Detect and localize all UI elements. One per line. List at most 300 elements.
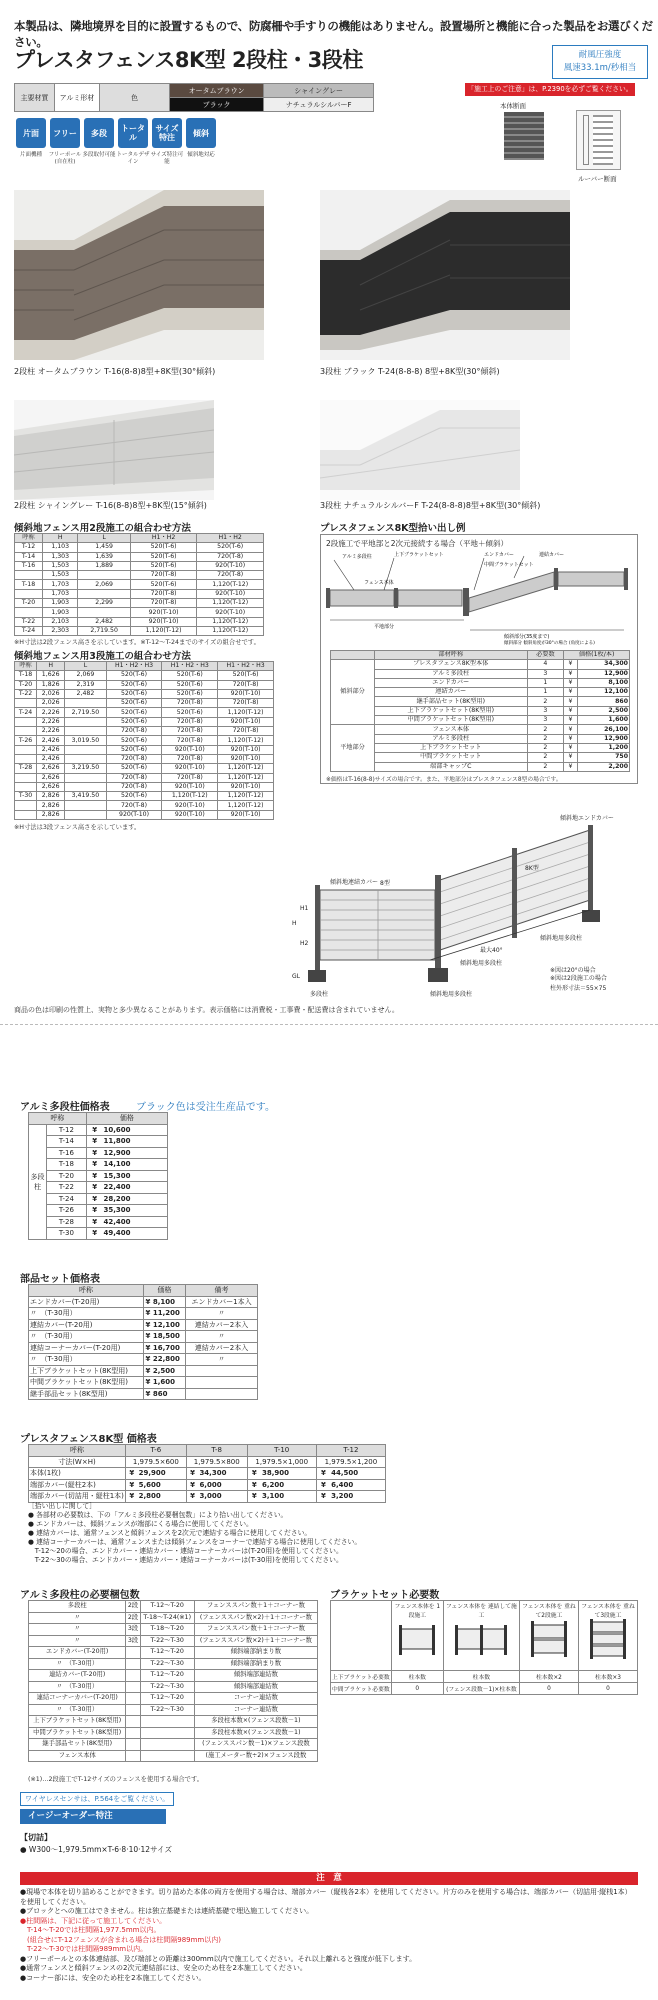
col-header: 呼称 <box>15 534 43 543</box>
table-row <box>15 543 264 552</box>
yen-cell: ¥ <box>316 1479 330 1491</box>
table-cell: 端部カバー(縦柱2本) <box>29 1479 126 1491</box>
table-row <box>15 736 274 745</box>
table-row <box>15 801 274 810</box>
table-cell <box>15 773 37 782</box>
price-cell: 6,400 <box>330 1479 385 1491</box>
table-cell: 920(T-10) <box>162 745 218 754</box>
table-cell: T-16 <box>47 1147 87 1159</box>
table-row <box>15 764 274 773</box>
three-stage-icon <box>588 1619 628 1659</box>
table-cell: 2,026 <box>37 699 65 708</box>
diagram-label: 傾斜地エンドカバー <box>560 815 614 822</box>
caution-line: T-14～T-20では柱間隔1,977.5mm以内。 <box>20 1926 161 1934</box>
table-cell: (フェンススパン数×2)＋1＋コーナー数 <box>194 1612 317 1624</box>
bracket-cell: 柱本数×2 <box>519 1671 578 1683</box>
table-cell: 520(T-6) <box>162 689 218 698</box>
table-cell: コーナー連結数 <box>194 1704 317 1716</box>
price-cell: 3,000 <box>198 1491 247 1503</box>
col-header: L <box>65 662 106 671</box>
note-line: ● 連結カバーは、通常フェンスと傾斜フェンスを2次元で連結する場合に使用してください。 <box>28 1529 312 1537</box>
remark-cell: 連結カバー2本入 <box>185 1342 257 1354</box>
table-cell <box>15 727 37 736</box>
table-cell: 2,482 <box>65 689 106 698</box>
table-row <box>29 1681 318 1693</box>
table-cell: 上下ブラケットセット(8K型用) <box>29 1365 144 1377</box>
diagram-label: 8K型 <box>525 865 539 872</box>
table-cell: 520(T-6) <box>130 580 197 589</box>
table-row <box>29 1147 168 1159</box>
top-notice: 本製品は、隣地境界を目的に設置するもので、防腐柵や手すりの機能はありません。設置場所と機能に合った製品をお選びください。 <box>14 19 653 49</box>
col-header: H1・H2 <box>197 534 264 543</box>
yen-cell: ¥ <box>564 734 577 743</box>
table-row <box>29 1739 318 1751</box>
size-label: 寸法(W×H) <box>29 1456 126 1468</box>
table-cell: 3段 <box>126 1635 140 1647</box>
table-cell <box>78 571 130 580</box>
bracket-header: フェンス本体を 1段施工 <box>394 1604 441 1619</box>
diagram-label: 傾斜地連結カバー <box>330 879 379 886</box>
table-row <box>29 1658 318 1670</box>
price-cell: 16,700 <box>152 1342 186 1354</box>
required-table <box>28 1600 318 1762</box>
color-shine-gray: シャイングレー <box>264 84 374 98</box>
price-cell: 2,500 <box>152 1365 186 1377</box>
connected-icon <box>453 1619 509 1659</box>
table-cell: 2,303 <box>42 626 77 635</box>
table-cell <box>15 571 43 580</box>
table-row <box>29 1612 318 1624</box>
table-cell: T-20 <box>47 1170 87 1182</box>
combo2-table <box>14 533 264 636</box>
yen-cell: ¥ <box>145 1355 151 1364</box>
post-price-sub: ブラック色は受注生産品です。 <box>136 1102 275 1113</box>
table-cell <box>15 589 43 598</box>
diagram-label: 傾斜部分 傾斜角度が30°の場合 (角度による) <box>504 641 595 645</box>
page-title: プレスタフェンス8K型 2段柱・3段柱 <box>14 48 363 72</box>
table-cell: 1,703 <box>42 580 77 589</box>
parts-price-table <box>28 1284 258 1400</box>
note-line: ● エンドカバーは、傾斜フェンスが端部にくる場合に使用してください。 <box>28 1520 253 1528</box>
price-cell: 12,900 <box>577 669 629 678</box>
table-cell: 520(T-6) <box>106 717 162 726</box>
price-cell: 44,500 <box>330 1468 385 1480</box>
table-cell: T-12～T-20 <box>140 1647 194 1659</box>
feature-label: 多段取付可能 <box>82 152 116 158</box>
col-header: T-10 <box>247 1445 316 1457</box>
fence-price-title: プレスタフェンス8K型 価格表 <box>20 1434 157 1445</box>
table-cell: 920(T-10) <box>162 801 218 810</box>
size-cell: 1,979.5×800 <box>186 1456 247 1468</box>
yen-cell: ¥ <box>564 697 577 706</box>
photo-caption: 2段柱 オータムブラウン T-16(8-8)8型+8K型(30°傾斜) <box>14 367 216 376</box>
yen-cell: ¥ <box>145 1366 151 1375</box>
table-cell: 中間ブラケットセット(8K型用) <box>375 716 528 725</box>
table-cell: 〃 （T-30用） <box>29 1704 126 1716</box>
order-sub: 【切詰】 <box>20 1833 52 1842</box>
table-cell: T-12～T-20 <box>140 1670 194 1682</box>
diagram-label: フェンス本体 <box>364 580 394 586</box>
table-cell <box>65 773 106 782</box>
table-cell: 〃 <box>29 1624 126 1636</box>
table-cell: 1,120(T-12) <box>218 792 274 801</box>
table-row <box>29 1491 386 1503</box>
table-row <box>15 699 274 708</box>
table-cell: 連結コーナーカバー(T-20用) <box>29 1342 144 1354</box>
price-cell: 11,200 <box>152 1308 186 1320</box>
price-cell: 35,300 <box>103 1205 168 1217</box>
table-row <box>29 1331 258 1343</box>
table-row <box>29 1228 168 1240</box>
yen-cell: ¥ <box>145 1378 151 1387</box>
table-row <box>331 678 630 687</box>
table-cell: 〃 <box>29 1612 126 1624</box>
table-cell: 中間ブラケットセット <box>375 753 528 762</box>
table-row <box>29 1354 258 1366</box>
remark-cell: 〃 <box>185 1354 257 1366</box>
bracket-col <box>443 1601 519 1671</box>
yen-cell: ¥ <box>86 1159 102 1171</box>
diagram-label: 連結カバー <box>539 552 565 558</box>
photo-caption: 3段柱 ブラック T-24(8-8-8) 8型+8K型(30°傾斜) <box>320 367 500 376</box>
color-natural-silver: ナチュラルシルバーF <box>264 98 374 112</box>
table-cell: 720(T-8) <box>162 727 218 736</box>
table-cell: T-18 <box>47 1159 87 1171</box>
table-cell: 多段柱本数×(フェンス段数－1) <box>194 1727 317 1739</box>
table-row <box>331 669 630 678</box>
table-cell: 3,019.50 <box>65 736 106 745</box>
table-cell <box>140 1750 194 1762</box>
table-cell: 3 <box>527 706 564 715</box>
col-header: H1・H2・H3 <box>162 662 218 671</box>
fence-price-table <box>28 1444 386 1503</box>
table-cell: 3,419.50 <box>65 792 106 801</box>
table-cell: T-22 <box>15 689 37 698</box>
table-row <box>29 1704 318 1716</box>
table-cell: 920(T-10) <box>218 754 274 763</box>
remark-cell <box>185 1365 257 1377</box>
pickup-title: プレスタフェンス8K型拾い出し例 <box>320 523 466 534</box>
table-cell: 中間ブラケットセット(8K型用) <box>29 1727 126 1739</box>
table-cell <box>126 1716 140 1728</box>
size-cell: 1,979.5×1,200 <box>316 1456 385 1468</box>
table-cell: (施工メーター数÷2)×フェンス段数 <box>194 1750 317 1762</box>
table-row <box>15 708 274 717</box>
table-cell: 端部キャップC <box>375 762 528 771</box>
table-cell: 1,903 <box>42 599 77 608</box>
yen-cell: ¥ <box>86 1124 102 1136</box>
table-cell: 720(T-8) <box>218 727 274 736</box>
table-row <box>29 1319 258 1331</box>
table-cell: 〃 （T-30用） <box>29 1354 144 1366</box>
price-cell: 12,100 <box>577 688 629 697</box>
table-cell: 上下ブラケットセット(8K型用) <box>29 1716 126 1728</box>
table-cell <box>15 608 43 617</box>
col-header: 部材呼称 <box>375 651 528 660</box>
table-row <box>15 745 274 754</box>
col-header: 呼称 <box>29 1445 126 1457</box>
diagram-label: 上下ブラケットセット <box>394 552 444 558</box>
table-row <box>15 680 274 689</box>
wind-badge <box>552 45 648 79</box>
table-cell: 520(T-6) <box>130 543 197 552</box>
photo-black <box>320 190 570 360</box>
table-cell: T-24 <box>15 626 43 635</box>
table-cell: 2,482 <box>78 617 130 626</box>
table-cell: 1,120(T-12) <box>218 708 274 717</box>
col-header: 備考 <box>185 1285 257 1297</box>
col-header: H1・H2・H3 <box>218 662 274 671</box>
price-cell: 2,500 <box>577 706 629 715</box>
table-cell: プレスタフェンス8K型本体 <box>375 660 528 669</box>
disclaimer: 商品の色は印刷の性質上、実物と多少異なることがあります。表示価格には消費税・工事費・配送費は含まれていません。 <box>14 1006 399 1014</box>
yen-cell: ¥ <box>564 678 577 687</box>
table-cell: 1,503 <box>42 561 77 570</box>
louver-section-image <box>576 110 621 170</box>
table-cell: 上下ブラケットセット(8K型用) <box>375 706 528 715</box>
table-cell: 2 <box>527 753 564 762</box>
table-cell <box>15 782 37 791</box>
table-cell: 920(T-10) <box>106 810 162 819</box>
table-row <box>15 571 264 580</box>
dim-label: GL <box>292 973 300 980</box>
total-design-icon: トータル <box>118 118 148 148</box>
table-cell: 2,719.50 <box>78 626 130 635</box>
table-cell <box>15 745 37 754</box>
price-cell: 11,800 <box>103 1136 168 1148</box>
table-cell <box>126 1739 140 1751</box>
table-cell: 連結カバー(T-20用) <box>29 1319 144 1331</box>
table-cell: 720(T-8) <box>218 680 274 689</box>
table-cell: 920(T-10) <box>218 810 274 819</box>
price-cell: 8,100 <box>152 1296 186 1308</box>
table-cell: 520(T-6) <box>130 561 197 570</box>
col-header: H1・H2 <box>130 534 197 543</box>
yen-cell: ¥ <box>564 725 577 734</box>
wind-line2: 風速33.1m/秒相当 <box>563 63 637 73</box>
table-row <box>29 1468 386 1480</box>
table-cell: T-14 <box>47 1136 87 1148</box>
table-cell: 2,069 <box>78 580 130 589</box>
table-cell: 本体(1枚) <box>29 1468 126 1480</box>
caution-line: (組合せにT-12フェンスが含まれる場合は柱間隔989mm以内) <box>20 1935 221 1944</box>
table-cell: 1,303 <box>42 552 77 561</box>
table-row <box>331 716 630 725</box>
yen-cell: ¥ <box>186 1491 198 1503</box>
table-cell: 520(T-6) <box>162 708 218 717</box>
table-cell: 上下ブラケットセット <box>375 743 528 752</box>
table-row <box>29 1635 318 1647</box>
table-row <box>29 1159 168 1171</box>
price-cell: 15,300 <box>103 1170 168 1182</box>
table-cell: 2,426 <box>37 745 65 754</box>
price-cell: 34,300 <box>198 1468 247 1480</box>
table-cell: T-22～T-30 <box>140 1635 194 1647</box>
body-section-label: 本体断面 <box>500 102 526 110</box>
one-stage-icon <box>397 1619 437 1659</box>
table-cell: 1,103 <box>42 543 77 552</box>
table-cell: 1,626 <box>37 671 65 680</box>
table-cell: 2,226 <box>37 727 65 736</box>
page-divider <box>0 1024 658 1025</box>
table-cell: 520(T-6) <box>197 543 264 552</box>
price-cell: 3,200 <box>330 1491 385 1503</box>
bracket-cell: 柱本数×3 <box>578 1671 637 1683</box>
dim-label: H1 <box>300 905 309 912</box>
table-cell: 1,120(T-12) <box>218 801 274 810</box>
diagram-label: 傾斜部分(35度まで) <box>504 634 550 640</box>
table-cell: T-26 <box>15 736 37 745</box>
yen-cell: ¥ <box>145 1320 151 1329</box>
bracket-header: フェンス本体を 重ねて3段施工 <box>581 1604 635 1619</box>
price-cell: 2,200 <box>577 762 629 771</box>
table-cell: 1,826 <box>37 680 65 689</box>
table-cell: 継手部品セット(8K型用) <box>29 1388 144 1400</box>
table-cell: 1,120(T-12) <box>197 580 264 589</box>
group-label: 傾斜部分 <box>331 660 375 725</box>
two-stage-icon <box>529 1619 569 1659</box>
table-cell: 920(T-10) <box>162 764 218 773</box>
price-cell: 10,600 <box>103 1124 168 1136</box>
table-cell: 1,889 <box>78 561 130 570</box>
table-cell: 2,826 <box>37 801 65 810</box>
row-label: 中間ブラケット必要数 <box>331 1683 392 1695</box>
louver-section-label: ルーバー断面 <box>578 175 617 183</box>
material-table <box>14 83 374 112</box>
pickup-diagram <box>324 550 634 645</box>
color-autumn-brown: オータムブラウン <box>170 84 264 98</box>
diagram-label: 傾斜地用多段柱 <box>540 935 583 942</box>
col-header: T-6 <box>125 1445 186 1457</box>
diagram-label: 傾斜地用多段柱 <box>460 960 503 967</box>
table-cell: 520(T-6) <box>106 689 162 698</box>
note-line: ［拾い出しに関して］ <box>28 1502 96 1510</box>
price-cell: 12,900 <box>103 1147 168 1159</box>
table-row <box>15 617 264 626</box>
table-row <box>15 626 264 635</box>
table-cell: T-14 <box>15 552 43 561</box>
price-cell: 28,200 <box>103 1193 168 1205</box>
table-cell: 傾斜端部納まり数 <box>194 1647 317 1659</box>
table-row <box>331 660 630 669</box>
table-cell: 1,120(T-12) <box>218 736 274 745</box>
col-header: 価格(1枚/本) <box>564 651 630 660</box>
size-cell: 1,979.5×600 <box>125 1456 186 1468</box>
table-cell: 〃 （T-30用） <box>29 1658 126 1670</box>
table-cell <box>126 1750 140 1762</box>
table-cell <box>15 754 37 763</box>
table-cell: 2,069 <box>65 671 106 680</box>
bracket-cell: 柱本数 <box>443 1671 519 1683</box>
remark-cell: 〃 <box>185 1331 257 1343</box>
table-cell: 720(T-8) <box>106 801 162 810</box>
price-cell: 1,600 <box>152 1377 186 1389</box>
table-cell: (フェンススパン数－1)×フェンス段数 <box>194 1739 317 1751</box>
yen-cell: ¥ <box>564 669 577 678</box>
col-header: T-12 <box>316 1445 385 1457</box>
table-cell: T-28 <box>15 764 37 773</box>
table-cell <box>140 1739 194 1751</box>
table-cell: T-24 <box>15 708 37 717</box>
table-cell <box>126 1658 140 1670</box>
table-cell: T-22～T-30 <box>140 1658 194 1670</box>
table-cell: フェンススパン数＋1＋コーナー数 <box>194 1624 317 1636</box>
caution-line: ●コーナー部には、安全のため柱を2本施工してください。 <box>20 1973 206 1982</box>
combo3-table <box>14 661 274 820</box>
table-row <box>29 1124 168 1136</box>
table-cell: 720(T-8) <box>162 699 218 708</box>
bracket-cell: 0 <box>578 1683 637 1695</box>
table-cell <box>65 810 106 819</box>
table-cell: 2 <box>527 725 564 734</box>
table-cell <box>65 717 106 726</box>
table-cell <box>126 1681 140 1693</box>
photo-autumn-brown <box>14 190 264 360</box>
table-cell: 〃 （T-30用） <box>29 1308 144 1320</box>
table-cell: 2,319 <box>65 680 106 689</box>
table-row <box>29 1182 168 1194</box>
diagram-label: 中間ブラケットセット <box>484 562 534 568</box>
table-cell <box>140 1727 194 1739</box>
table-cell: 520(T-6) <box>106 736 162 745</box>
price-cell: 6,200 <box>261 1479 316 1491</box>
price-cell: 3,100 <box>261 1491 316 1503</box>
table-cell: 720(T-8) <box>162 754 218 763</box>
col-header: H1・H2・H3 <box>106 662 162 671</box>
table-cell: 傾斜端部連結数 <box>194 1681 317 1693</box>
table-cell <box>65 754 106 763</box>
table-cell: T-16 <box>15 561 43 570</box>
table-row <box>29 1647 318 1659</box>
table-cell: 2,626 <box>37 773 65 782</box>
table-cell: 720(T-8) <box>162 773 218 782</box>
price-cell: 1,200 <box>577 743 629 752</box>
group-label: 平地部分 <box>331 725 375 771</box>
table-cell: 720(T-8) <box>162 736 218 745</box>
bracket-col <box>578 1601 637 1671</box>
table-cell: T-30 <box>15 792 37 801</box>
table-cell: 1,639 <box>78 552 130 561</box>
yen-cell: ¥ <box>86 1205 102 1217</box>
table-cell: 連結カバー <box>375 688 528 697</box>
table-cell: 2,299 <box>78 599 130 608</box>
table-cell: T-22 <box>15 617 43 626</box>
diagram-label: 平地部分 <box>374 624 395 630</box>
table-cell <box>140 1716 194 1728</box>
table-cell: 920(T-10) <box>218 745 274 754</box>
combo3-note: ※H寸法は3段フェンス高さを示しています。 <box>14 824 141 831</box>
diagram-label: 最大40° <box>480 947 503 954</box>
table-cell: T-20 <box>15 599 43 608</box>
price-cell: 42,400 <box>103 1216 168 1228</box>
pickup-table <box>330 650 630 772</box>
price-cell: 750 <box>577 753 629 762</box>
yen-cell: ¥ <box>86 1228 102 1240</box>
price-cell: 22,800 <box>152 1354 186 1366</box>
table-cell: 4 <box>527 660 564 669</box>
free-pole-icon: フリー <box>50 118 80 148</box>
table-cell: 連結カバー(T-20用) <box>29 1670 126 1682</box>
table-row <box>29 1670 318 1682</box>
col-header: 呼称 <box>29 1113 87 1125</box>
table-cell <box>78 589 130 598</box>
post-price-title: アルミ多段柱価格表 <box>20 1102 110 1113</box>
table-row <box>29 1216 168 1228</box>
table-cell: 920(T-10) <box>218 689 274 698</box>
feature-label: トータルデザイン <box>116 152 150 165</box>
table-cell: 920(T-10) <box>162 782 218 791</box>
diagram-label: ※図は20°の場合 <box>550 967 596 974</box>
